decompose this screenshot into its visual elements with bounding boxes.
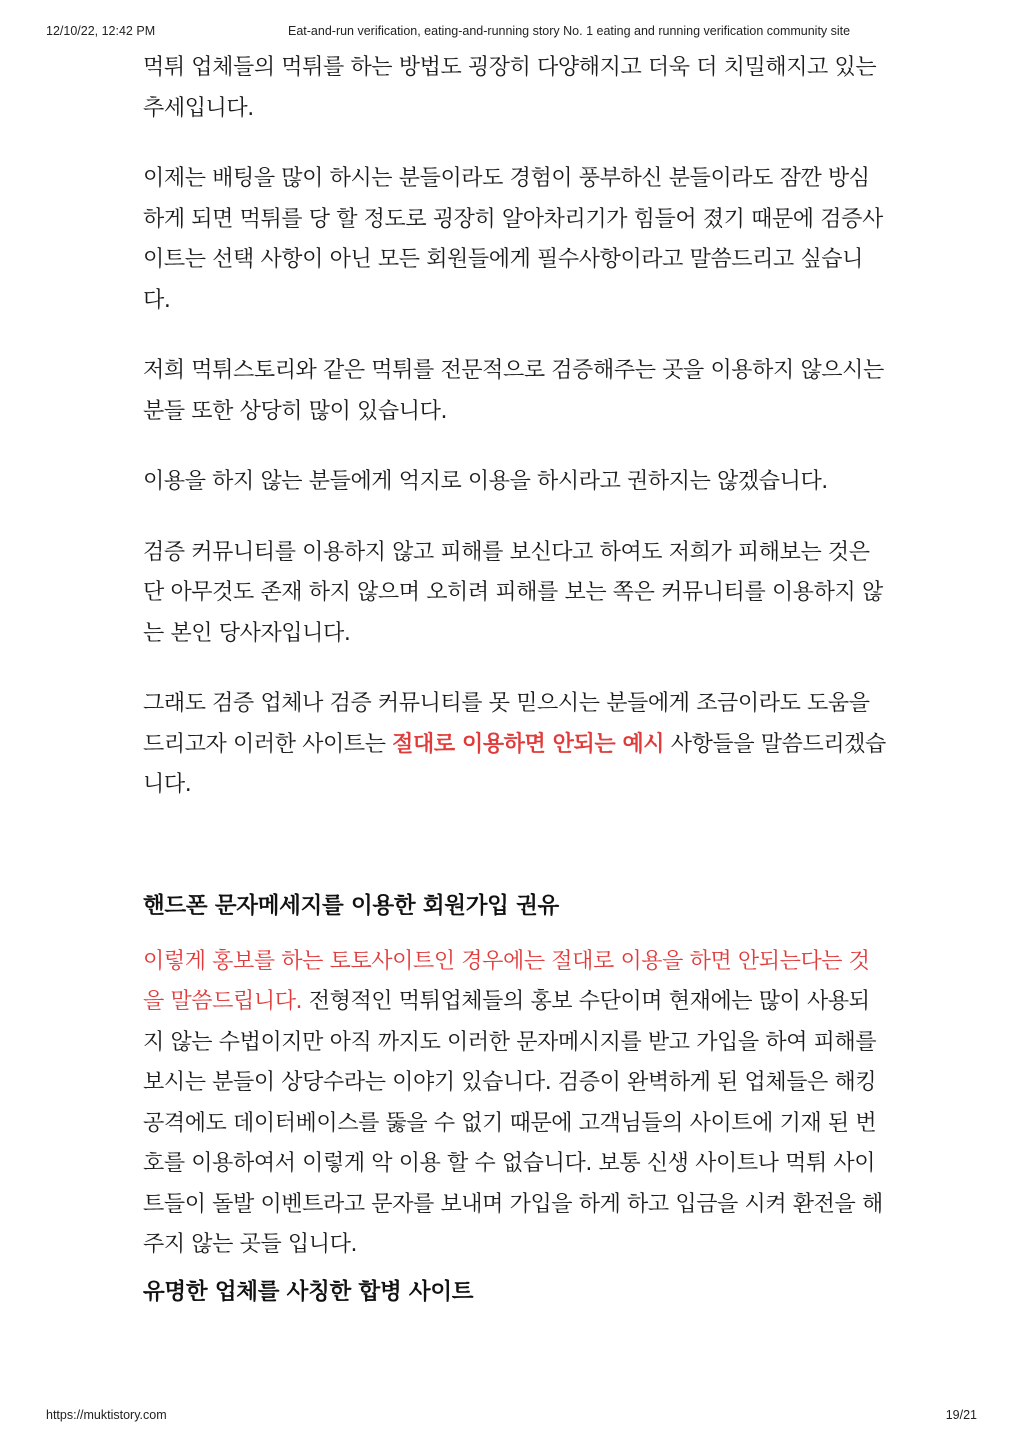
article-body: [143, 48, 888, 1312]
paragraph-no-force: 이용을 하지 않는 분들에게 억지로 이용을 하시라고 권하지는 않겠습니다.: [143, 469, 828, 494]
paragraph-sms-warning: [143, 942, 888, 1266]
sms-warning-highlight: 이렇게 홍보를 하는 토토사이트인 경우에는 절대로 이용을 하면 안되는다는 것을 말씀드립니다.: [143, 948, 870, 1014]
sms-warning-body: 전형적인 먹튀업체들의 홍보 수단이며 현재에는 많이 사용되지 않는 수법이지만 아직 까지도 이러한 문자메시지를 받고 가입을 하여 피해를 보시는 분들이 상당수라는 이야기 있습니다. 검증이 완벽하게 된 업체들은 해킹 공격에도 데이터베이스를 뚫을 수 없기 때문에 고객님들의 사이트에 기재 된 번호를 이용하여서 이렇게 악 이용 할 수 없습니다. 보통 신생 사이트나 먹튀 사이트들이 돌발 이벤트라고 문자를 보내며 가입을 하게 하고 입금을 시켜 환전을 해주지 않는 곳들 입니다.: [143, 989, 883, 1257]
print-datetime: 12/10/22, 12:42 PM: [46, 24, 156, 38]
section-heading-impersonation: 유명한 업체를 사칭한 합병 사이트: [143, 1278, 474, 1305]
paragraph-examples-intro: [143, 684, 888, 806]
paragraph-non-users: 저희 먹튀스토리와 같은 먹튀를 전문적으로 검증해주는 곳을 이용하지 않으시는 분들 또한 상당히 많이 있습니다.: [143, 358, 884, 424]
examples-intro-text: 그래도 검증 업체나 검증 커뮤니티를 못 믿으시는 분들에게 조금이라도 도움을 드리고자 이러한 사이트는: [143, 691, 870, 757]
print-footer: [0, 1408, 1024, 1428]
print-url: https://muktistory.com: [46, 1408, 167, 1422]
paragraph-verification-required: 이제는 배팅을 많이 하시는 분들이라도 경험이 풍부하신 분들이라도 잠깐 방심하게 되면 먹튀를 당 할 정도로 굉장히 알아차리기가 힘들어 졌기 때문에 검증사이트는 선택 사항이 아닌 모든 회원들에게 필수사항이라고 말씀드리고 싶습니다.: [143, 166, 883, 313]
paragraph-trend: 먹튀 업체들의 먹튀를 하는 방법도 굉장히 다양해지고 더욱 더 치밀해지고 있는 추세입니다.: [143, 55, 877, 121]
print-page-title: Eat-and-run verification, eating-and-running story No. 1 eating and running verification community site: [288, 24, 851, 38]
page-number: 19/21: [945, 1408, 977, 1422]
examples-intro-tail: 사항들을 말씀드리겠습니다.: [143, 731, 886, 797]
never-use-highlight: 절대로 이용하면 안되는 예시: [392, 731, 665, 757]
paragraph-damage: 검증 커뮤니티를 이용하지 않고 피해를 보신다고 하여도 저희가 피해보는 것은 단 아무것도 존재 하지 않으며 오히려 피해를 보는 쪽은 커뮤니티를 이용하지 않는 본인 당사자입니다.: [143, 539, 883, 646]
print-header: [0, 24, 1024, 44]
section-heading-sms-signup: 핸드폰 문자메세지를 이용한 회원가입 권유: [143, 892, 559, 919]
